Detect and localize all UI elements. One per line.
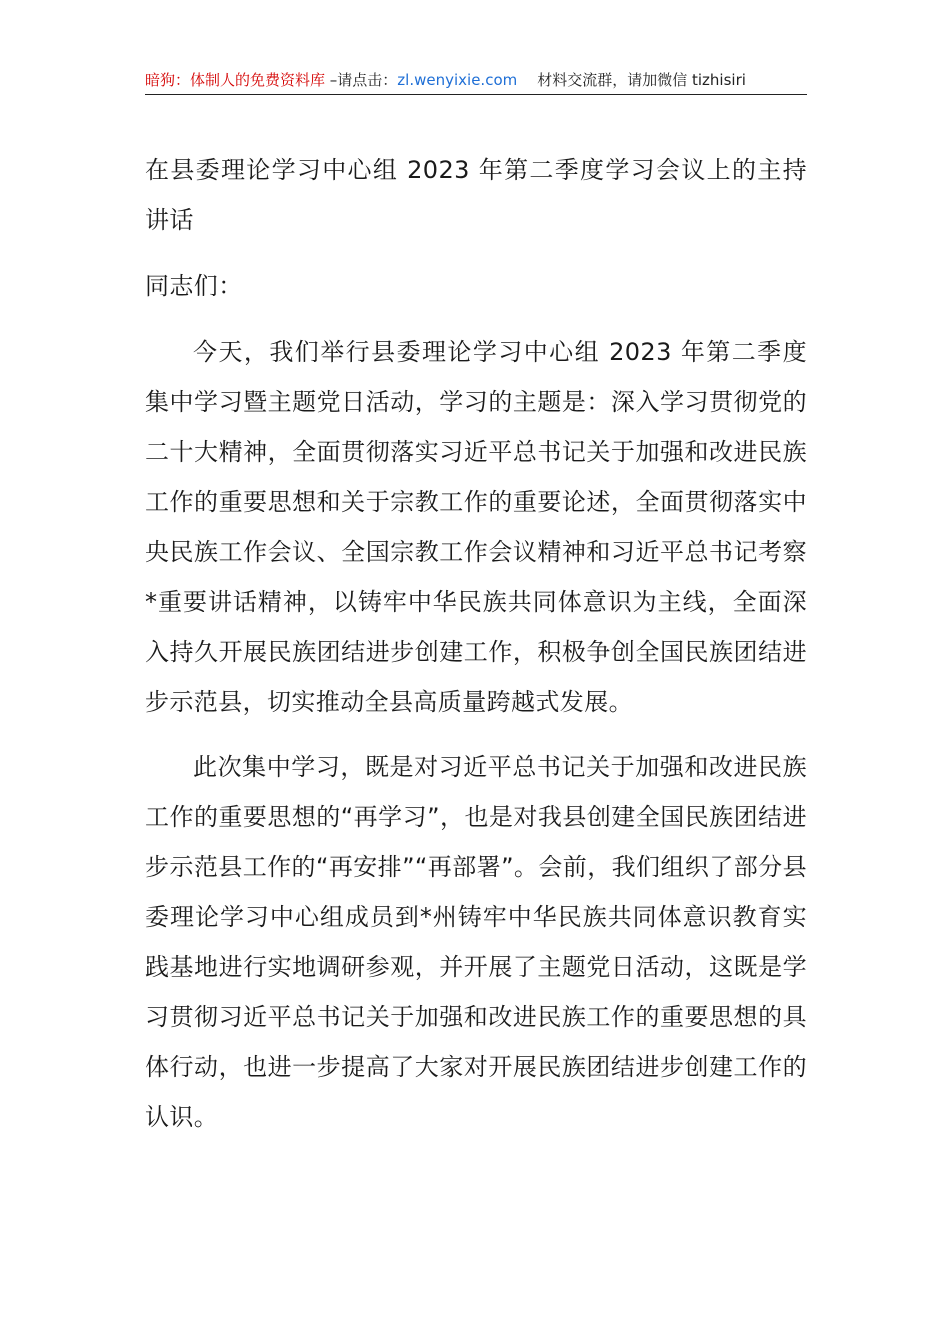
header-link[interactable]: zl.wenyixie.com — [397, 71, 518, 89]
document-title: 在县委理论学习中心组 2023 年第二季度学习会议上的主持讲话 — [145, 156, 807, 234]
paragraph: 今天，我们举行县委理论学习中心组 2023 年第二季度集中学习暨主题党日活动，学习的主题是：深入学习贯彻党的二十大精神，全面贯彻落实习近平总书记关于加强和改进民族工作的重要思想和关于宗教工作的重要论述，全面贯彻落实中央民族工作会议、全国宗教工作会议精神和习近平总书记考察*重要讲话精神，以铸牢中华民族共同体意识为主线，全面深入持久开展民族团结进步创建工作，积极争创全国民族团结进步示范县，切实推动全县高质量跨越式发展。 — [145, 338, 807, 716]
paragraph: 此次集中学习，既是对习近平总书记关于加强和改进民族工作的重要思想的“再学习”，也是对我县创建全国民族团结进步示范县工作的“再安排”“再部署”。会前，我们组织了部分县委理论学习中心组成员到*州铸牢中华民族共同体意识教育实践基地进行实地调研参观，并开展了主题党日活动，这既是学习贯彻习近平总书记关于加强和改进民族工作的重要思想的具体行动，也进一步提高了大家对开展民族团结进步创建工作的认识。 — [145, 753, 807, 1131]
document-body — [145, 145, 807, 1157]
greeting: 同志们： — [145, 272, 243, 300]
header-wechat-note: 材料交流群，请加微信 tizhisiri — [537, 71, 746, 89]
header-brand: 暗狗：体制人的免费资料库 — [145, 71, 326, 89]
header-separator: –请点击： — [325, 71, 398, 89]
page-header — [145, 66, 807, 95]
